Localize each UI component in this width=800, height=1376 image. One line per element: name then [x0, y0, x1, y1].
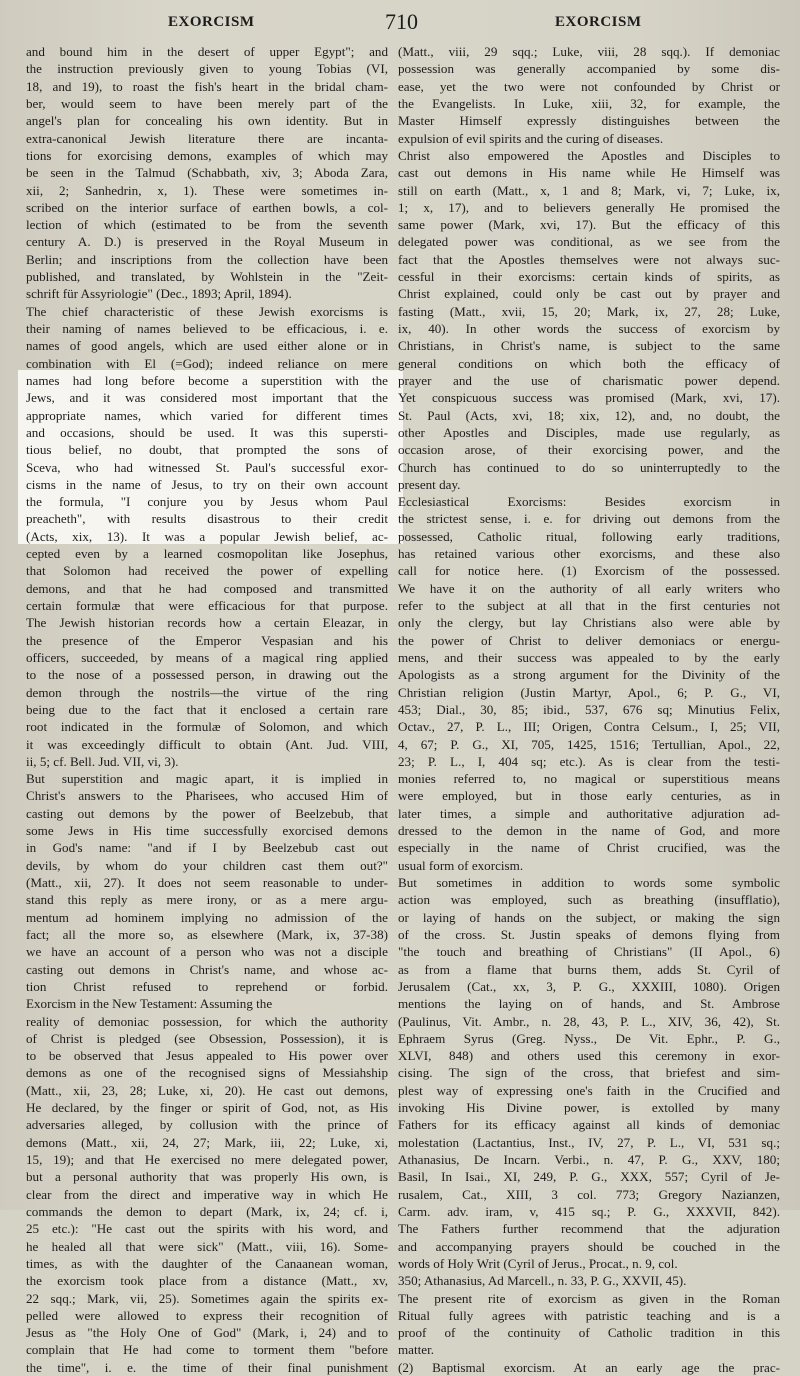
text-line: that Solomon had received the power of expelling	[26, 563, 388, 579]
text-line: other Apostles and Disciples, made use regularly, as	[398, 424, 780, 440]
text-line: the exorcism took place from a distance (Matt., xv,	[26, 1273, 388, 1289]
text-line: demons as one of the recognised signs of Messiahship	[26, 1065, 388, 1081]
text-line: being due to the fact that it enclosed a certain rare	[26, 701, 388, 717]
text-line: delegated power was conditional, as we see from the	[398, 234, 780, 250]
text-line: has retained various other exorcisms, and these also	[398, 546, 780, 562]
text-line: But superstition and magic apart, it is implied in	[26, 771, 388, 787]
text-line: Christ's answers to the Pharisees, who accused Him of	[26, 788, 388, 804]
page-number: 710	[385, 9, 418, 34]
text-line: the formula, "I conjure you by Jesus whom Paul	[26, 494, 388, 510]
text-line: demons, and that he had composed and transmitted	[26, 580, 388, 596]
text-line: rusalem, Cat., XIII, 3 col. 773; Gregory Nazianzen,	[398, 1186, 780, 1202]
text-line: the power of Christ to deliver demoniacs or energu-	[398, 632, 780, 648]
text-line: the time", i. e. the time of their final punishment	[26, 1359, 388, 1375]
text-line: the strictest sense, i. e. for driving out demons from the	[398, 511, 780, 527]
text-line: mens, and their success was appealed to by the early	[398, 649, 780, 665]
text-line: ber, would seem to have been merely part of the	[26, 95, 388, 111]
text-line: invoking His Divine power, is extolled by many	[398, 1100, 780, 1116]
text-line: Athanasius, De Incarn. Verbi., n. 47, P. G., XXV, 180;	[398, 1152, 780, 1167]
text-line: casting out demons in Christ's name, and whose ac-	[26, 961, 388, 977]
text-line: monies referred to, no magical or superstitious means	[398, 771, 780, 787]
text-line: their naming of names believed to be efficacious, i. e.	[26, 321, 388, 336]
text-line: Octav., 27, P. L., III; Origen, Contra Celsum., I, 25; VII,	[398, 719, 780, 735]
text-line: we have an account of a person who was not a disciple	[26, 944, 388, 960]
text-line: 25 etc.): "He cast out the spirits with his word, and	[26, 1221, 388, 1237]
text-line: Ritual fully agrees with patristic teaching and is a	[398, 1307, 780, 1323]
text-line: times, as with the daughter of the Canaanean woman,	[26, 1255, 388, 1271]
text-line: fasting (Matt., xvii, 15, 20; Mark, ix, 27, 28; Luke,	[398, 303, 780, 319]
text-line: ii, 5; cf. Bell. Jud. VII, vi, 3).	[26, 753, 179, 769]
text-line: (Matt., xii, 27). It does not seem reasonable to under-	[26, 875, 388, 890]
text-line: in God's name: "and if I by Beelzebub cast out	[26, 840, 388, 856]
text-line: certain formulæ that were efficacious for that purpose.	[26, 598, 388, 613]
text-line: the Evangelists. In Luke, xiii, 32, for example, the	[398, 95, 780, 111]
text-line: same power (Mark, xvi, 17). But the efficacy of this	[398, 217, 780, 233]
text-line: combination with El (=God); indeed reliance on mere	[26, 355, 388, 371]
text-line: names of good angels, which are used either alone or in	[26, 338, 388, 354]
text-line: prayer and the use of charismatic power depend.	[398, 372, 780, 388]
text-line: demons (Matt., xii, 24, 27; Mark, iii, 22; Luke, xi,	[26, 1134, 388, 1150]
text-line: Sceva, who had witnessed St. Paul's successful exor-	[26, 459, 388, 475]
text-line: reality of demoniac possession, for which the authority	[26, 1013, 388, 1029]
text-line: (Acts, xix, 13). It was a popular Jewish belief, ac-	[26, 528, 388, 544]
text-line: the instruction previously given to young Tobias (VI,	[26, 61, 388, 77]
text-line: matter.	[398, 1342, 434, 1358]
text-line: scribed on the interior surface of earthen bowls, a col-	[26, 199, 388, 215]
text-line: he healed all that were sick" (Matt., viii, 16). Some-	[26, 1238, 388, 1254]
text-line: schrift für Assyriologie" (Dec., 1893; April, 1894).	[26, 286, 292, 302]
text-line: Jesus as "the Holy One of God" (Mark, i, 24) and to	[26, 1325, 388, 1341]
text-line: tions for exorcising demons, examples of which may	[26, 147, 388, 163]
text-line: mentions the laying on of hands, and St. Ambrose	[398, 996, 780, 1012]
text-line: words of Holy Writ (Cyril of Jerus., Procat., n. 9, col.	[398, 1255, 678, 1271]
text-line: still on earth (Matt., x, 1 and 8; Mark, vi, 7; Luke, ix,	[398, 182, 780, 198]
text-line: Ecclesiastical Exorcisms: Besides exorcism in	[398, 494, 780, 510]
text-line: St. Paul (Acts, xvi, 18; xix, 12), and, no doubt, the	[398, 407, 780, 423]
text-line: fact that the Apostles themselves were not always suc-	[398, 251, 780, 267]
text-line: 15, 19); and that He exercised no mere delegated power,	[26, 1152, 388, 1167]
text-line: cessful in their exorcisms: certain kinds of spirits, as	[398, 269, 780, 285]
text-line: tion Christ refused to reprehend or forbid.	[26, 978, 388, 994]
text-line: Jews, and it was considered most important that the	[26, 390, 388, 406]
text-line: angel's plan for concealing his own identity. But in	[26, 113, 388, 129]
text-line: molestation (Lactantius, Inst., IV, 27, P. L., VI, 531 sq.;	[398, 1134, 780, 1150]
text-line: officers, succeeded, by means of a magical ring applied	[26, 649, 388, 665]
text-line: plest way of expressing one's faith in the Crucified and	[398, 1082, 780, 1098]
text-line: cising. The sign of the cross, that briefest and sim-	[398, 1065, 780, 1081]
text-line: He declared, by the finger or spirit of God, not, as His	[26, 1100, 388, 1116]
text-line: extra-canonical Jewish literature there are incanta-	[26, 130, 388, 146]
text-line: "the touch and breathing of Christians" (II Apol., 6)	[398, 944, 780, 960]
text-line: refer to the subject at all that in the first centuries not	[398, 598, 780, 613]
text-line: Jerusalem (Cat., xx, 3, P. G., XXXIII, 1080). Origen	[398, 978, 780, 994]
text-line: (Paulinus, Vit. Ambr., n. 28, 43, P. L., XIV, 36, 42), St.	[398, 1013, 780, 1029]
text-line: proof of the continuity of Catholic tradition in this	[398, 1325, 780, 1341]
text-line: only the clergy, but lay Christians also were able by	[398, 615, 780, 631]
text-line: 350; Athanasius, Ad Marcell., n. 33, P. G., XXVII, 45).	[398, 1273, 687, 1289]
text-line: to the nose of a possessed person, in drawing out the	[26, 667, 388, 683]
text-line: Berlin; and inscriptions from the collection have been	[26, 251, 388, 267]
text-line: some Jews in His time successfully exorcised demons	[26, 823, 388, 839]
text-line: commands the demon to depart (Mark, ix, 24; cf. i,	[26, 1203, 388, 1219]
text-line: 22 sqq.; Mark, vii, 25). Sometimes again the spirits ex-	[26, 1290, 388, 1306]
text-line: Yet conspicuous success was promised (Mark, xvi, 17).	[398, 390, 780, 406]
text-line: Fathers for its efficacy against all kinds of demoniac	[398, 1117, 780, 1133]
text-line: Basil, In Isai., XI, 249, P. G., XXX, 557; Cyril of Je-	[398, 1169, 780, 1185]
text-line: but a personal authority that was properly His own, is	[26, 1169, 388, 1185]
text-line: of Christ is pledged (see Obsession, Possession), it is	[26, 1030, 388, 1046]
text-line: expulsion of evil spirits and the curing of diseases.	[398, 130, 664, 146]
text-line: and accompanying prayers should be couched in the	[398, 1238, 780, 1254]
text-line: names had long before become a superstition with the	[26, 372, 388, 388]
text-line: Apologists as a strong argument for the Divinity of the	[398, 667, 780, 683]
text-line: clear from the direct and imperative way in which He	[26, 1186, 388, 1202]
text-line: later times, a simple and authoritative adjuration ad-	[398, 805, 780, 821]
text-line: Christians, in Christ's name, is subject to the same	[398, 338, 780, 354]
text-line: cepted even by a learned cosmopolitan like Josephus,	[26, 546, 388, 562]
text-line: the presence of the Emperor Vespasian and his	[26, 632, 388, 648]
text-line: especially in the name of Christ crucified, was the	[398, 840, 780, 856]
text-line: 1; x, 17), and to believers generally He promised the	[398, 199, 780, 215]
text-line: (Matt., xii, 23, 28; Luke, xi, 20). He cast out demons,	[26, 1082, 388, 1098]
text-line: possessed, Catholic ritual, following early traditions,	[398, 528, 780, 544]
text-line: ix, 40). In other words the success of exorcism by	[398, 321, 780, 336]
text-line: ease, yet the two were not confounded by Christ or	[398, 78, 780, 94]
text-line: Carm. adv. iram, v, 415 sq.; P. G., XXXVII, 842).	[398, 1203, 780, 1219]
text-line: root indicated in the formulæ of Solomon, and which	[26, 719, 388, 735]
text-line: Master Himself expressly distinguishes between the	[398, 113, 780, 129]
text-line: preacheth", with results disastrous to their credit	[26, 511, 388, 527]
right-column	[398, 43, 780, 1375]
text-line: possession was generally accompanied by some dis-	[398, 61, 780, 77]
text-line: complain that He had come to torment them "before	[26, 1342, 388, 1358]
text-line: and occasions, should be used. It was this supersti-	[26, 424, 388, 440]
text-line: The Jewish historian records how a certain Eleazar, in	[26, 615, 388, 631]
text-line: cast out demons in His name while He Himself was	[398, 165, 780, 181]
text-line: (2) Baptismal exorcism. At an early age the prac-	[398, 1359, 780, 1375]
text-line: Christian religion (Justin Martyr, Apol., 6; P. G., VI,	[398, 684, 780, 700]
text-line: Ephraem Syrus (Greg. Nyss., De Vit. Ephr., P. G.,	[398, 1030, 780, 1046]
text-line: xii, 2; Sanhedrin, x, 1). These were sometimes in-	[26, 182, 388, 198]
text-line: appropriate names, which varied for different times	[26, 407, 388, 423]
text-line: cisms in the name of Jesus, to try on their own account	[26, 476, 388, 492]
text-line: as from a flame that burns them, adds St. Cyril of	[398, 961, 780, 977]
text-line: action was employed, such as breathing (insufflatio),	[398, 892, 780, 908]
text-line: century A. D.) is preserved in the Royal Museum in	[26, 234, 388, 250]
text-line: pelled were allowed to express their recognition of	[26, 1307, 388, 1323]
text-line: occasion arose, of their exorcising power, and the	[398, 442, 780, 458]
text-line: The chief characteristic of these Jewish exorcisms is	[26, 303, 388, 319]
text-line: We have it on the authority of all early writers who	[398, 580, 780, 596]
text-line: The Fathers further recommend that the adjuration	[398, 1221, 780, 1237]
text-line: of the cross. St. Justin speaks of demons flying from	[398, 926, 780, 942]
text-line: usual form of exorcism.	[398, 857, 524, 873]
text-line: be seen in the Talmud (Schabbath, xiv, 3; Aboda Zara,	[26, 165, 388, 181]
text-line: dressed to the demon in the name of God, and more	[398, 823, 780, 839]
text-line: demon through the nostrils—the virtue of the ring	[26, 684, 388, 700]
text-line: and bound him in the desert of upper Egypt"; and	[26, 44, 388, 59]
text-line: 453; Dial., 30, 85; ibid., 537, 676 sq; Minutius Felix,	[398, 701, 780, 717]
text-line: it was exceedingly difficult to obtain (Ant. Jud. VIII,	[26, 736, 388, 752]
left-column	[26, 43, 388, 1375]
text-line: mentum ad hominem implying no admission of the	[26, 909, 388, 925]
header-title-left: EXORCISM	[168, 14, 255, 30]
text-line: adversaries alleged, by collusion with the prince of	[26, 1117, 388, 1133]
text-line: casting out demons by the power of Beelzebub, that	[26, 805, 388, 821]
text-line: 18, and 19), to roast the fish's heart in the bridal cham-	[26, 78, 388, 94]
text-line: Exorcism in the New Testament: Assuming the	[26, 996, 273, 1012]
text-line: 23; P. L., I, 404 sq; etc.). As is clear from the testi-	[398, 753, 780, 769]
text-line: to be observed that Jesus appealed to His power over	[26, 1048, 388, 1064]
text-line: The present rite of exorcism as given in the Roman	[398, 1290, 780, 1306]
text-line: fact; all the more so, as elsewhere (Mark, ix, 37-38)	[26, 926, 388, 942]
text-line: XLVI, 848) and others used this ceremony in exor-	[398, 1048, 780, 1064]
text-line: or laying of hands on the subject, or making the sign	[398, 909, 780, 925]
text-line: published, and translated, by Wohlstein in the "Zeit-	[26, 269, 388, 285]
text-line: devils, by whom do your children cast them out?"	[26, 857, 388, 873]
header-title-right: EXORCISM	[555, 14, 642, 30]
text-line: 4, 67; P. G., XI, 705, 1425, 1516; Tertullian, Apol., 22,	[398, 736, 780, 752]
text-line: Christ also empowered the Apostles and Disciples to	[398, 147, 780, 163]
text-line: call for notice here. (1) Exorcism of the possessed.	[398, 563, 780, 579]
text-line: stand this reply as mere irony, or as a mere argu-	[26, 892, 388, 908]
text-line: tious belief, no doubt, that prompted the sons of	[26, 442, 388, 458]
text-line: general conditions on which both the efficacy of	[398, 355, 780, 371]
text-line: (Matt., viii, 29 sqq.; Luke, viii, 28 sqq.). If demoniac	[398, 44, 780, 59]
page-header	[0, 6, 800, 40]
text-line: Church has continued to do so uninterruptedly to the	[398, 459, 780, 475]
text-line: Christ explained, could only be cast out by prayer and	[398, 286, 780, 302]
text-line: lection of which (estimated to be from the seventh	[26, 217, 388, 233]
text-line: were employed, but in those early centuries, as in	[398, 788, 780, 804]
text-line: present day.	[398, 476, 461, 492]
text-line: But sometimes in addition to words some symbolic	[398, 875, 780, 890]
